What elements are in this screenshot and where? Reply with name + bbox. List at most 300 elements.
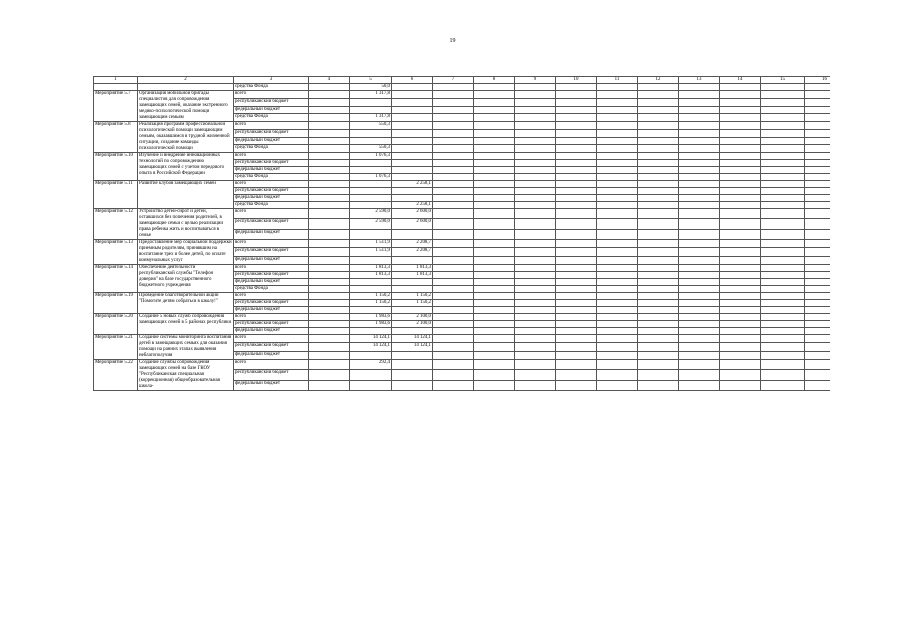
- measure-description-cell: Создание 5 новых служб сопровождения замещающих семей в 5 районах республики: [138, 314, 234, 335]
- value-col5-cell: [350, 195, 392, 202]
- table-row: [94, 240, 831, 248]
- empty-cell: [309, 160, 350, 167]
- measure-code-cell: Мероприятие 5.10: [94, 153, 138, 181]
- column-number: 8: [474, 77, 515, 84]
- empty-cell: [761, 174, 805, 181]
- empty-cell: [556, 160, 597, 167]
- value-col6-cell: [392, 137, 433, 145]
- measure-code-cell: Мероприятие 5.14: [94, 265, 138, 293]
- funding-source-cell: республиканский бюджет: [234, 300, 309, 307]
- empty-cell: [474, 314, 515, 321]
- empty-cell: [515, 360, 556, 370]
- empty-cell: [433, 229, 474, 239]
- empty-cell: [720, 286, 761, 293]
- empty-cell: [556, 174, 597, 181]
- empty-cell: [638, 279, 679, 286]
- empty-cell: [597, 293, 638, 300]
- empty-cell: [474, 181, 515, 188]
- empty-cell: [474, 188, 515, 195]
- column-number: 12: [638, 77, 679, 84]
- empty-cell: [805, 106, 831, 114]
- empty-cell: [556, 279, 597, 286]
- empty-cell: [720, 122, 761, 130]
- column-number: 14: [720, 77, 761, 84]
- value-col5-cell: 1 076,3: [350, 153, 392, 160]
- empty-cell: [474, 335, 515, 343]
- empty-cell: [761, 195, 805, 202]
- empty-cell: [474, 129, 515, 137]
- empty-cell: [433, 300, 474, 307]
- empty-cell: [638, 122, 679, 130]
- empty-cell: [515, 343, 556, 351]
- empty-cell: [309, 307, 350, 314]
- empty-cell: [679, 219, 720, 229]
- empty-cell: [761, 209, 805, 219]
- empty-cell: [309, 145, 350, 153]
- empty-cell: [309, 328, 350, 335]
- empty-cell: [556, 293, 597, 300]
- empty-cell: [474, 174, 515, 181]
- empty-cell: [679, 314, 720, 321]
- measure-description-cell: Создание службы сопровождения замещающих семей на базе ГКОУ "Республиканская специальная (коррекционная) общеобразовательная школа-: [138, 360, 234, 391]
- value-col5-cell: 1 813,3: [350, 272, 392, 279]
- value-col5-cell: [350, 380, 392, 390]
- empty-cell: [720, 195, 761, 202]
- value-col5-cell: [350, 370, 392, 380]
- column-number: 13: [679, 77, 720, 84]
- empty-cell: [556, 240, 597, 248]
- table-row: [94, 181, 831, 188]
- empty-cell: [761, 307, 805, 314]
- empty-cell: [433, 328, 474, 335]
- value-col6-cell: [392, 84, 433, 91]
- empty-cell: [556, 84, 597, 91]
- value-col5-cell: [350, 351, 392, 359]
- value-col5-cell: 1 076,3: [350, 174, 392, 181]
- empty-cell: [597, 279, 638, 286]
- empty-cell: [597, 174, 638, 181]
- value-col5-cell: [350, 229, 392, 239]
- empty-cell: [761, 300, 805, 307]
- empty-cell: [474, 300, 515, 307]
- funding-source-cell: всего: [234, 265, 309, 272]
- empty-cell: [474, 219, 515, 229]
- empty-cell: [556, 137, 597, 145]
- empty-cell: [474, 307, 515, 314]
- funding-source-cell: республиканский бюджет: [234, 370, 309, 380]
- empty-cell: [515, 137, 556, 145]
- empty-cell: [679, 84, 720, 91]
- empty-cell: [679, 370, 720, 380]
- empty-cell: [761, 167, 805, 174]
- empty-cell: [761, 240, 805, 248]
- empty-cell: [556, 286, 597, 293]
- empty-cell: [309, 84, 350, 91]
- table-row: [94, 335, 831, 343]
- funding-source-cell: всего: [234, 240, 309, 248]
- empty-cell: [638, 84, 679, 91]
- empty-cell: [474, 91, 515, 99]
- value-col6-cell: [392, 153, 433, 160]
- empty-cell: [597, 240, 638, 248]
- empty-cell: [597, 167, 638, 174]
- value-col6-cell: [392, 195, 433, 202]
- value-col5-cell: 1 150,2: [350, 293, 392, 300]
- empty-cell: [433, 360, 474, 370]
- empty-cell: [679, 153, 720, 160]
- empty-cell: [474, 370, 515, 380]
- empty-cell: [761, 219, 805, 229]
- empty-cell: [679, 293, 720, 300]
- value-col6-cell: [392, 174, 433, 181]
- empty-cell: [474, 265, 515, 272]
- empty-cell: [805, 256, 831, 264]
- funding-source-cell: всего: [234, 360, 309, 370]
- empty-cell: [761, 314, 805, 321]
- empty-cell: [761, 137, 805, 145]
- empty-cell: [638, 202, 679, 209]
- value-col6-cell: [392, 145, 433, 153]
- empty-cell: [474, 286, 515, 293]
- empty-cell: [679, 106, 720, 114]
- empty-cell: [515, 129, 556, 137]
- empty-cell: [556, 98, 597, 106]
- value-col5-cell: 1 511,9: [350, 248, 392, 256]
- empty-cell: [474, 106, 515, 114]
- empty-cell: [474, 167, 515, 174]
- empty-cell: [805, 202, 831, 209]
- empty-cell: [679, 265, 720, 272]
- empty-cell: [515, 145, 556, 153]
- value-col6-cell: [392, 160, 433, 167]
- funding-source-cell: республиканский бюджет: [234, 272, 309, 279]
- program-funding-table: [93, 76, 830, 391]
- value-col6-cell: [392, 279, 433, 286]
- empty-cell: [597, 321, 638, 328]
- empty-cell: [515, 370, 556, 380]
- empty-cell: [515, 229, 556, 239]
- empty-cell: [474, 256, 515, 264]
- column-number: 2: [138, 77, 234, 84]
- funding-source-cell: средства Фонда: [234, 145, 309, 153]
- empty-cell: [805, 279, 831, 286]
- empty-cell: [597, 84, 638, 91]
- empty-cell: [720, 265, 761, 272]
- empty-cell: [309, 300, 350, 307]
- measure-description-cell: Устройство детей-сирот и детей, оставшихся без попечения родителей, в замещающие семьи с целью реализации права ребенка жить и воспитываться в семье: [138, 209, 234, 240]
- empty-cell: [597, 272, 638, 279]
- funding-source-cell: федеральный бюджет: [234, 307, 309, 314]
- empty-cell: [556, 256, 597, 264]
- empty-cell: [433, 195, 474, 202]
- empty-cell: [761, 181, 805, 188]
- empty-cell: [474, 84, 515, 91]
- value-col5-cell: 1 150,2: [350, 300, 392, 307]
- empty-cell: [638, 335, 679, 343]
- empty-cell: [761, 370, 805, 380]
- empty-cell: [515, 380, 556, 390]
- funding-source-cell: всего: [234, 122, 309, 130]
- empty-cell: [720, 300, 761, 307]
- empty-cell: [805, 98, 831, 106]
- empty-cell: [638, 343, 679, 351]
- empty-cell: [556, 248, 597, 256]
- empty-cell: [761, 286, 805, 293]
- empty-cell: [474, 380, 515, 390]
- empty-cell: [761, 202, 805, 209]
- funding-source-cell: средства Фонда: [234, 174, 309, 181]
- value-col6-cell: [392, 122, 433, 130]
- empty-cell: [515, 202, 556, 209]
- empty-cell: [720, 209, 761, 219]
- funding-source-cell: всего: [234, 293, 309, 300]
- empty-cell: [556, 122, 597, 130]
- empty-cell: [638, 321, 679, 328]
- empty-cell: [679, 174, 720, 181]
- empty-cell: [556, 328, 597, 335]
- value-col5-cell: [350, 129, 392, 137]
- empty-cell: [556, 195, 597, 202]
- empty-cell: [433, 314, 474, 321]
- table-row: [94, 84, 831, 91]
- funding-source-cell: средства Фонда: [234, 286, 309, 293]
- empty-cell: [309, 351, 350, 359]
- empty-cell: [515, 272, 556, 279]
- empty-cell: [720, 256, 761, 264]
- value-col6-cell: [392, 360, 433, 370]
- empty-cell: [597, 265, 638, 272]
- empty-cell: [761, 351, 805, 359]
- empty-cell: [515, 153, 556, 160]
- empty-cell: [597, 314, 638, 321]
- funding-source-cell: республиканский бюджет: [234, 160, 309, 167]
- empty-cell: [515, 167, 556, 174]
- empty-cell: [805, 129, 831, 137]
- empty-cell: [309, 98, 350, 106]
- empty-cell: [679, 286, 720, 293]
- empty-cell: [309, 272, 350, 279]
- empty-cell: [720, 321, 761, 328]
- empty-cell: [679, 209, 720, 219]
- empty-cell: [474, 160, 515, 167]
- empty-cell: [433, 307, 474, 314]
- empty-cell: [679, 137, 720, 145]
- empty-cell: [638, 293, 679, 300]
- empty-cell: [638, 219, 679, 229]
- empty-cell: [597, 98, 638, 106]
- funding-source-cell: республиканский бюджет: [234, 98, 309, 106]
- value-col6-cell: 2 600,0: [392, 209, 433, 219]
- value-col5-cell: [350, 328, 392, 335]
- empty-cell: [433, 84, 474, 91]
- empty-cell: [309, 248, 350, 256]
- empty-cell: [679, 360, 720, 370]
- empty-cell: [720, 229, 761, 239]
- empty-cell: [720, 307, 761, 314]
- empty-cell: [474, 351, 515, 359]
- value-col6-cell: [392, 114, 433, 122]
- empty-cell: [805, 335, 831, 343]
- empty-cell: [638, 370, 679, 380]
- empty-cell: [720, 174, 761, 181]
- funding-source-cell: средства Фонда: [234, 84, 309, 91]
- funding-source-cell: всего: [234, 181, 309, 188]
- empty-cell: [805, 240, 831, 248]
- funding-source-cell: всего: [234, 153, 309, 160]
- empty-cell: [433, 137, 474, 145]
- empty-cell: [638, 129, 679, 137]
- empty-cell: [597, 335, 638, 343]
- empty-cell: [638, 160, 679, 167]
- empty-cell: [309, 279, 350, 286]
- funding-source-cell: всего: [234, 335, 309, 343]
- funding-source-cell: республиканский бюджет: [234, 321, 309, 328]
- empty-cell: [597, 351, 638, 359]
- empty-cell: [515, 160, 556, 167]
- empty-cell: [761, 248, 805, 256]
- empty-cell: [474, 202, 515, 209]
- empty-cell: [597, 202, 638, 209]
- empty-cell: [556, 167, 597, 174]
- empty-cell: [597, 256, 638, 264]
- column-number: 15: [761, 77, 805, 84]
- empty-cell: [433, 286, 474, 293]
- empty-cell: [761, 84, 805, 91]
- empty-cell: [720, 360, 761, 370]
- measure-code-cell: Мероприятие 5.21: [94, 335, 138, 360]
- empty-cell: [556, 321, 597, 328]
- value-col5-cell: 2 590,0: [350, 219, 392, 229]
- funding-source-cell: федеральный бюджет: [234, 380, 309, 390]
- column-number: 9: [515, 77, 556, 84]
- empty-cell: [597, 153, 638, 160]
- empty-cell: [556, 145, 597, 153]
- empty-cell: [309, 343, 350, 351]
- empty-cell: [761, 335, 805, 343]
- empty-cell: [679, 114, 720, 122]
- empty-cell: [309, 181, 350, 188]
- empty-cell: [805, 380, 831, 390]
- empty-cell: [309, 219, 350, 229]
- empty-cell: [309, 153, 350, 160]
- empty-cell: [597, 188, 638, 195]
- empty-cell: [474, 122, 515, 130]
- empty-cell: [805, 160, 831, 167]
- column-number: 3: [234, 77, 309, 84]
- empty-cell: [474, 272, 515, 279]
- empty-cell: [309, 129, 350, 137]
- table-row: [94, 209, 831, 219]
- empty-cell: [720, 380, 761, 390]
- value-col6-cell: 14 124,1: [392, 343, 433, 351]
- empty-cell: [515, 91, 556, 99]
- empty-cell: [433, 240, 474, 248]
- empty-cell: [138, 84, 234, 91]
- empty-cell: [515, 328, 556, 335]
- empty-cell: [679, 167, 720, 174]
- empty-cell: [679, 248, 720, 256]
- funding-source-cell: республиканский бюджет: [234, 219, 309, 229]
- empty-cell: [720, 84, 761, 91]
- empty-cell: [638, 209, 679, 219]
- empty-cell: [597, 248, 638, 256]
- empty-cell: [720, 293, 761, 300]
- empty-cell: [761, 160, 805, 167]
- empty-cell: [515, 279, 556, 286]
- empty-cell: [433, 248, 474, 256]
- empty-cell: [309, 265, 350, 272]
- empty-cell: [761, 153, 805, 160]
- empty-cell: [638, 91, 679, 99]
- empty-cell: [679, 98, 720, 106]
- funding-source-cell: средства Фонда: [234, 202, 309, 209]
- empty-cell: [309, 360, 350, 370]
- empty-cell: [94, 84, 138, 91]
- value-col6-cell: 1 150,2: [392, 293, 433, 300]
- value-col6-cell: [392, 307, 433, 314]
- value-col6-cell: [392, 380, 433, 390]
- empty-cell: [515, 209, 556, 219]
- empty-cell: [761, 129, 805, 137]
- funding-source-cell: федеральный бюджет: [234, 351, 309, 359]
- empty-cell: [805, 229, 831, 239]
- value-col6-cell: 2 258,1: [392, 202, 433, 209]
- empty-cell: [309, 335, 350, 343]
- column-number: 7: [433, 77, 474, 84]
- measure-description-cell: Развитие клубов замещающих семей: [138, 181, 234, 209]
- empty-cell: [474, 293, 515, 300]
- empty-cell: [761, 321, 805, 328]
- value-col5-cell: 550,3: [350, 122, 392, 130]
- value-col6-cell: [392, 129, 433, 137]
- empty-cell: [805, 321, 831, 328]
- funding-source-cell: средства Фонда: [234, 114, 309, 122]
- empty-cell: [474, 98, 515, 106]
- empty-cell: [638, 153, 679, 160]
- value-col5-cell: [350, 98, 392, 106]
- empty-cell: [805, 145, 831, 153]
- empty-cell: [556, 380, 597, 390]
- empty-cell: [556, 229, 597, 239]
- empty-cell: [805, 351, 831, 359]
- value-col6-cell: 2 100,0: [392, 321, 433, 328]
- empty-cell: [474, 248, 515, 256]
- empty-cell: [805, 84, 831, 91]
- funding-source-cell: федеральный бюджет: [234, 195, 309, 202]
- value-col6-cell: 2 258,1: [392, 181, 433, 188]
- empty-cell: [638, 137, 679, 145]
- empty-cell: [556, 272, 597, 279]
- empty-cell: [433, 293, 474, 300]
- empty-cell: [761, 145, 805, 153]
- column-number: 11: [597, 77, 638, 84]
- value-col6-cell: 1 813,3: [392, 265, 433, 272]
- column-number: 6: [392, 77, 433, 84]
- empty-cell: [597, 181, 638, 188]
- funding-source-cell: республиканский бюджет: [234, 248, 309, 256]
- empty-cell: [597, 129, 638, 137]
- value-col5-cell: [350, 202, 392, 209]
- value-col5-cell: 14 124,1: [350, 343, 392, 351]
- measure-description-cell: Организация мобильной бригады специалистов для сопровождения замещающих семей, оказание экстренного медико-психологической помощи замещающим семьям: [138, 91, 234, 122]
- empty-cell: [309, 195, 350, 202]
- empty-cell: [515, 84, 556, 91]
- empty-cell: [805, 91, 831, 99]
- empty-cell: [309, 188, 350, 195]
- empty-cell: [805, 360, 831, 370]
- empty-cell: [515, 181, 556, 188]
- measure-description-cell: Проведение благотворительной акции "Помогите детям собраться в школу!": [138, 293, 234, 314]
